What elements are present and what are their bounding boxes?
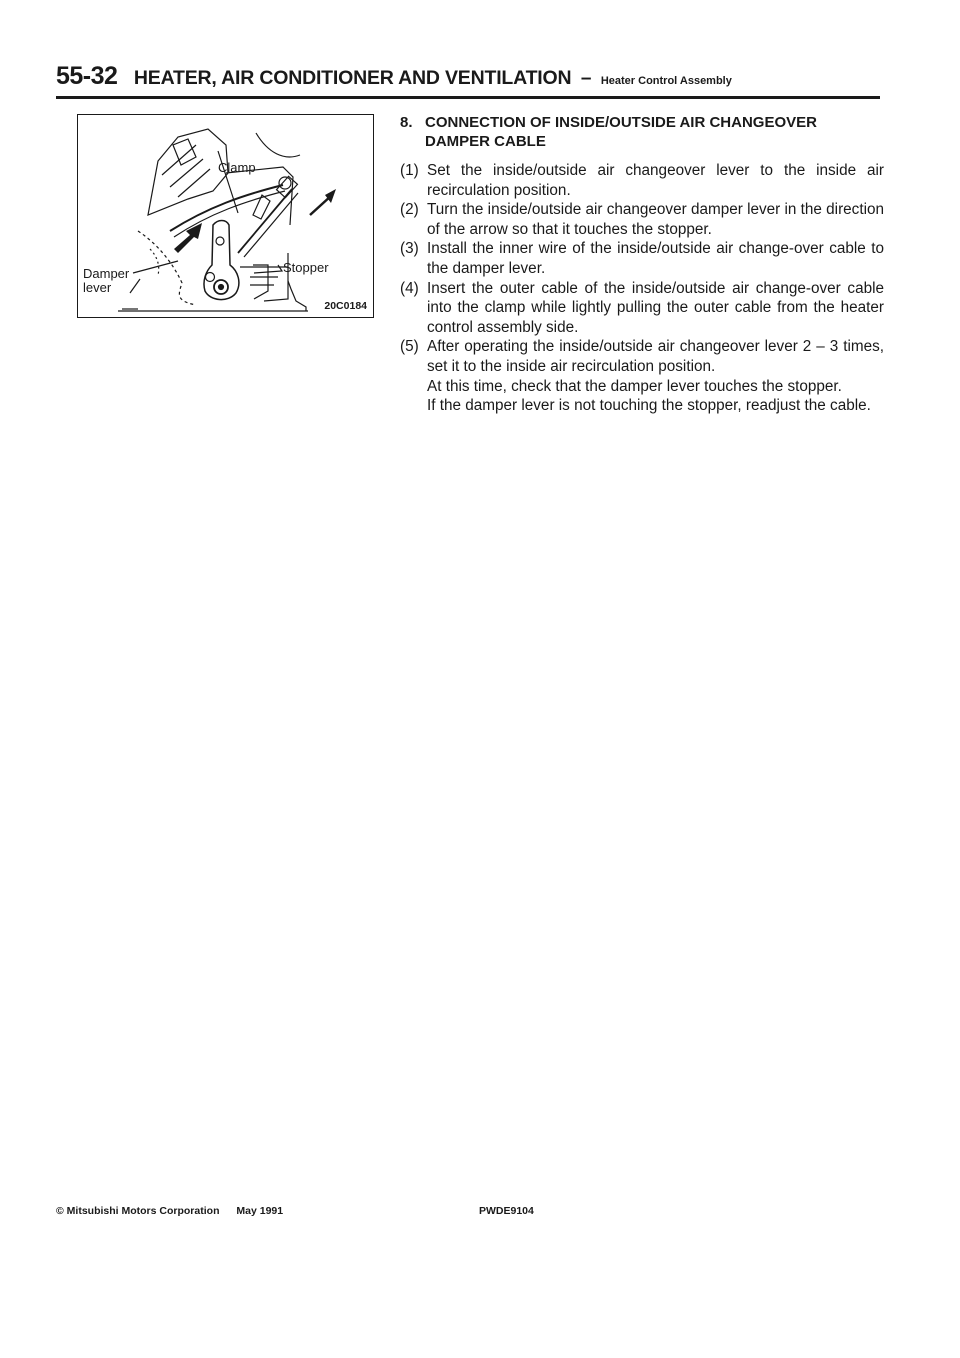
step-text: After operating the inside/outside air changeover lever 2 – 3 times, set it to the inside air recirculation position. — [427, 338, 884, 375]
page-number: 55-32 — [56, 62, 118, 90]
step-note: At this time, check that the damper lever touches the stopper. — [427, 377, 842, 395]
step-text: Turn the inside/outside air changeover damper lever in the direction of the arrow so that it touches the stopper. — [427, 201, 884, 238]
step-text: Insert the outer cable of the inside/outside air change-over cable into the clamp while lightly pulling the outer cable from the heater control assembly side. — [427, 279, 884, 336]
stopper-label: Stopper — [283, 260, 329, 275]
damper-lever-label-line2: lever — [83, 280, 112, 295]
step-number: (3) — [400, 240, 419, 258]
figure-code: 20C0184 — [324, 300, 367, 312]
step-text: Install the inner wire of the inside/outside air change-over cable to the damper lever. — [427, 240, 884, 277]
document-code: PWDE9104 — [479, 1205, 534, 1217]
step-item — [400, 161, 884, 200]
chapter-title: HEATER, AIR CONDITIONER AND VENTILATION — [133, 67, 572, 89]
step-item — [400, 239, 884, 278]
step-number: (5) — [400, 338, 419, 356]
step-note: If the damper lever is not touching the stopper, readjust the cable. — [427, 397, 871, 415]
damper-cable-illustration — [77, 114, 374, 318]
section-title: CONNECTION OF INSIDE/OUTSIDE AIR CHANGEOVER DAMPER CABLE — [425, 114, 817, 150]
step-number: (4) — [400, 279, 419, 297]
illustration-drawing — [78, 115, 375, 319]
section-subtitle: Heater Control Assembly — [600, 75, 732, 87]
step-list — [400, 161, 884, 416]
copyright: © Mitsubishi Motors Corporation — [56, 1205, 220, 1217]
procedure-section — [400, 113, 884, 416]
publication-date: May 1991 — [236, 1205, 284, 1217]
step-number: (2) — [400, 201, 419, 219]
section-heading — [400, 113, 884, 151]
step-item — [400, 279, 884, 338]
clamp-label: Clamp — [218, 160, 256, 175]
damper-lever-label-line1: Damper — [83, 266, 130, 281]
step-item — [400, 337, 884, 415]
header-separator: – — [580, 68, 592, 89]
step-item — [400, 200, 884, 239]
page-footer — [56, 1205, 283, 1217]
page-header — [56, 62, 880, 99]
section-number: 8. — [400, 114, 413, 131]
step-text: Set the inside/outside air changeover lever to the inside air recirculation position. — [427, 162, 884, 199]
step-number: (1) — [400, 162, 419, 179]
